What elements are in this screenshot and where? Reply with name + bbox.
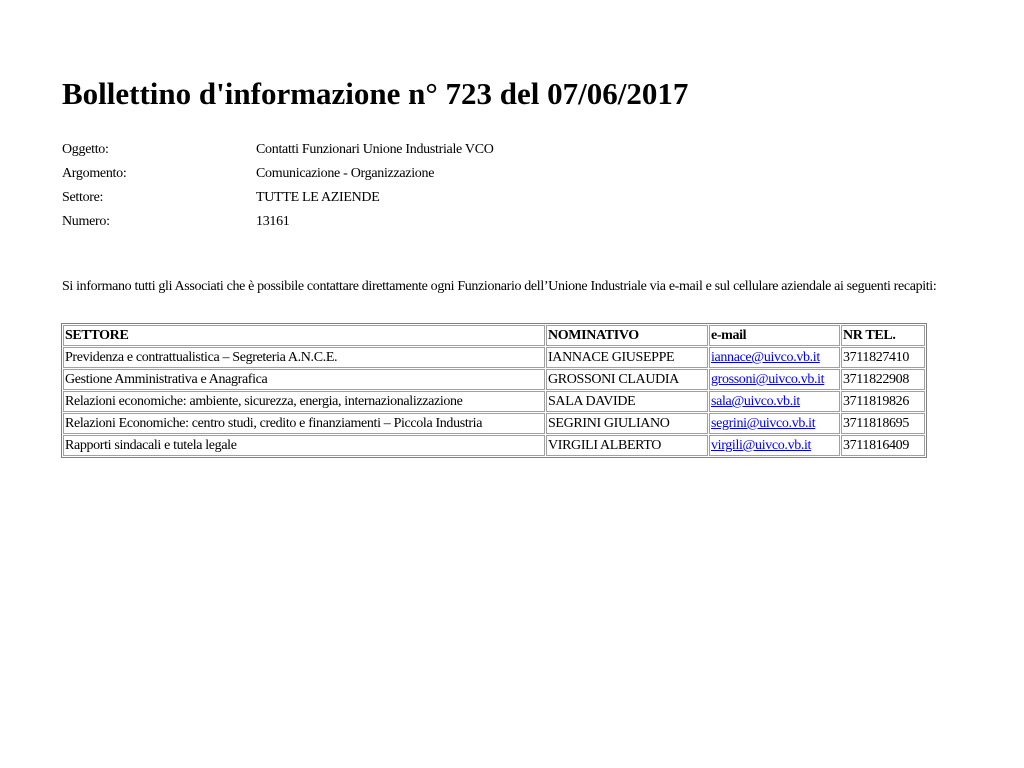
cell-email <box>709 413 840 434</box>
meta-row-numero <box>62 210 494 234</box>
meta-label: Oggetto: <box>62 142 109 157</box>
meta-label: Numero: <box>62 214 110 229</box>
table-row <box>63 369 925 390</box>
cell-tel: 3711816409 <box>841 435 925 456</box>
email-link[interactable]: iannace@uivco.vb.it <box>711 350 820 365</box>
email-link[interactable]: grossoni@uivco.vb.it <box>711 372 825 387</box>
bulletin-meta <box>62 138 494 234</box>
cell-email <box>709 347 840 368</box>
cell-email <box>709 391 840 412</box>
intro-paragraph: Si informano tutti gli Associati che è possibile contattare direttamente ogni Funzionario dell’Unione Industriale via e-mail e sul cellulare aziendale ai seguenti recapiti: <box>62 279 937 294</box>
meta-value: TUTTE LE AZIENDE <box>256 190 380 205</box>
meta-row-oggetto <box>62 138 494 162</box>
table-row <box>63 413 925 434</box>
table-row <box>63 435 925 456</box>
meta-row-settore <box>62 186 494 210</box>
cell-nominativo: SEGRINI GIULIANO <box>546 413 708 434</box>
email-link[interactable]: sala@uivco.vb.it <box>711 394 800 409</box>
table-row <box>63 391 925 412</box>
email-link[interactable]: segrini@uivco.vb.it <box>711 416 816 431</box>
meta-value: 13161 <box>256 214 290 229</box>
cell-email <box>709 435 840 456</box>
cell-nominativo: IANNACE GIUSEPPE <box>546 347 708 368</box>
cell-tel: 3711827410 <box>841 347 925 368</box>
cell-settore: Previdenza e contrattualistica – Segreteria A.N.C.E. <box>63 347 545 368</box>
cell-nominativo: GROSSONI CLAUDIA <box>546 369 708 390</box>
page-title: Bollettino d'informazione n° 723 del 07/06/2017 <box>62 76 689 111</box>
meta-row-argomento <box>62 162 494 186</box>
column-header-email: e-mail <box>709 325 840 346</box>
meta-value: Contatti Funzionari Unione Industriale VCO <box>256 142 494 157</box>
column-header-nominativo: NOMINATIVO <box>546 325 708 346</box>
column-header-settore: SETTORE <box>63 325 545 346</box>
table-header-row <box>63 325 925 346</box>
email-link[interactable]: virgili@uivco.vb.it <box>711 438 812 453</box>
cell-nominativo: SALA DAVIDE <box>546 391 708 412</box>
cell-settore: Gestione Amministrativa e Anagrafica <box>63 369 545 390</box>
meta-label: Argomento: <box>62 166 127 181</box>
cell-settore: Relazioni economiche: ambiente, sicurezza, energia, internazionalizzazione <box>63 391 545 412</box>
meta-value: Comunicazione - Organizzazione <box>256 166 435 181</box>
contacts-table <box>61 323 927 458</box>
column-header-tel: NR TEL. <box>841 325 925 346</box>
cell-tel: 3711819826 <box>841 391 925 412</box>
cell-email <box>709 369 840 390</box>
cell-nominativo: VIRGILI ALBERTO <box>546 435 708 456</box>
cell-settore: Rapporti sindacali e tutela legale <box>63 435 545 456</box>
cell-tel: 3711822908 <box>841 369 925 390</box>
cell-tel: 3711818695 <box>841 413 925 434</box>
table-row <box>63 347 925 368</box>
cell-settore: Relazioni Economiche: centro studi, credito e finanziamenti – Piccola Industria <box>63 413 545 434</box>
meta-label: Settore: <box>62 190 104 205</box>
